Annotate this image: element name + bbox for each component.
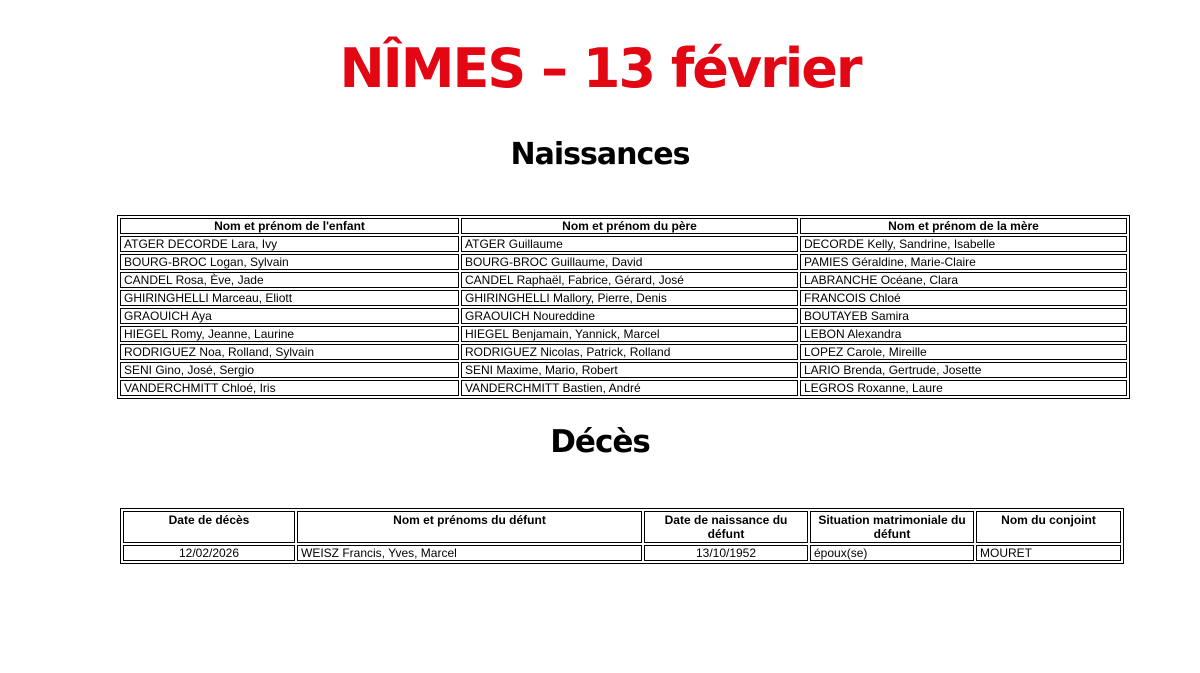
table-cell: HIEGEL Romy, Jeanne, Laurine bbox=[120, 326, 459, 342]
table-cell: LEGROS Roxanne, Laure bbox=[800, 380, 1127, 396]
table-cell: DECORDE Kelly, Sandrine, Isabelle bbox=[800, 236, 1127, 252]
table-row bbox=[120, 254, 1127, 270]
births-section-heading: Naissances bbox=[510, 137, 690, 172]
table-cell: WEISZ Francis, Yves, Marcel bbox=[297, 545, 642, 561]
table-row bbox=[120, 326, 1127, 342]
table-row bbox=[120, 272, 1127, 288]
column-header: Nom et prénom de la mère bbox=[800, 218, 1127, 234]
table-cell: VANDERCHMITT Chloé, Iris bbox=[120, 380, 459, 396]
table-row bbox=[120, 380, 1127, 396]
column-header: Nom et prénoms du défunt bbox=[297, 511, 642, 543]
table-cell: PAMIES Géraldine, Marie-Claire bbox=[800, 254, 1127, 270]
table-cell: CANDEL Rosa, Ève, Jade bbox=[120, 272, 459, 288]
table-cell: FRANCOIS Chloé bbox=[800, 290, 1127, 306]
table-cell: LARIO Brenda, Gertrude, Josette bbox=[800, 362, 1127, 378]
table-cell: GHIRINGHELLI Marceau, Eliott bbox=[120, 290, 459, 306]
table-cell: ATGER DECORDE Lara, Ivy bbox=[120, 236, 459, 252]
page-title: NÎMES – 13 février bbox=[339, 37, 861, 100]
column-header: Situation matrimoniale du défunt bbox=[810, 511, 974, 543]
births-table-body bbox=[120, 236, 1127, 396]
column-header: Nom et prénom du père bbox=[461, 218, 798, 234]
table-cell: 12/02/2026 bbox=[123, 545, 295, 561]
table-cell: RODRIGUEZ Nicolas, Patrick, Rolland bbox=[461, 344, 798, 360]
table-cell: LEBON Alexandra bbox=[800, 326, 1127, 342]
deaths-header-row bbox=[123, 511, 1121, 543]
table-cell: RODRIGUEZ Noa, Rolland, Sylvain bbox=[120, 344, 459, 360]
births-table bbox=[117, 215, 1130, 399]
table-cell: GRAOUICH Noureddine bbox=[461, 308, 798, 324]
table-cell: HIEGEL Benjamain, Yannick, Marcel bbox=[461, 326, 798, 342]
deaths-table bbox=[120, 508, 1124, 564]
table-cell: GRAOUICH Aya bbox=[120, 308, 459, 324]
table-row bbox=[120, 290, 1127, 306]
table-cell: ATGER Guillaume bbox=[461, 236, 798, 252]
table-cell: VANDERCHMITT Bastien, André bbox=[461, 380, 798, 396]
table-cell: LABRANCHE Océane, Clara bbox=[800, 272, 1127, 288]
table-cell: CANDEL Raphaël, Fabrice, Gérard, José bbox=[461, 272, 798, 288]
table-row bbox=[120, 362, 1127, 378]
column-header: Nom du conjoint bbox=[976, 511, 1121, 543]
table-cell: BOURG-BROC Guillaume, David bbox=[461, 254, 798, 270]
table-row bbox=[120, 344, 1127, 360]
table-cell: BOURG-BROC Logan, Sylvain bbox=[120, 254, 459, 270]
column-header: Date de naissance du défunt bbox=[644, 511, 808, 543]
table-row bbox=[123, 545, 1121, 561]
table-cell: SENI Maxime, Mario, Robert bbox=[461, 362, 798, 378]
table-cell: 13/10/1952 bbox=[644, 545, 808, 561]
table-cell: GHIRINGHELLI Mallory, Pierre, Denis bbox=[461, 290, 798, 306]
column-header: Date de décès bbox=[123, 511, 295, 543]
table-cell: MOURET bbox=[976, 545, 1121, 561]
deaths-section-heading: Décès bbox=[550, 424, 650, 460]
table-cell: LOPEZ Carole, Mireille bbox=[800, 344, 1127, 360]
table-cell: époux(se) bbox=[810, 545, 974, 561]
table-cell: SENI Gino, José, Sergio bbox=[120, 362, 459, 378]
table-row bbox=[120, 308, 1127, 324]
births-header-row bbox=[120, 218, 1127, 234]
table-row bbox=[120, 236, 1127, 252]
deaths-table-body bbox=[123, 545, 1121, 561]
column-header: Nom et prénom de l'enfant bbox=[120, 218, 459, 234]
table-cell: BOUTAYEB Samira bbox=[800, 308, 1127, 324]
